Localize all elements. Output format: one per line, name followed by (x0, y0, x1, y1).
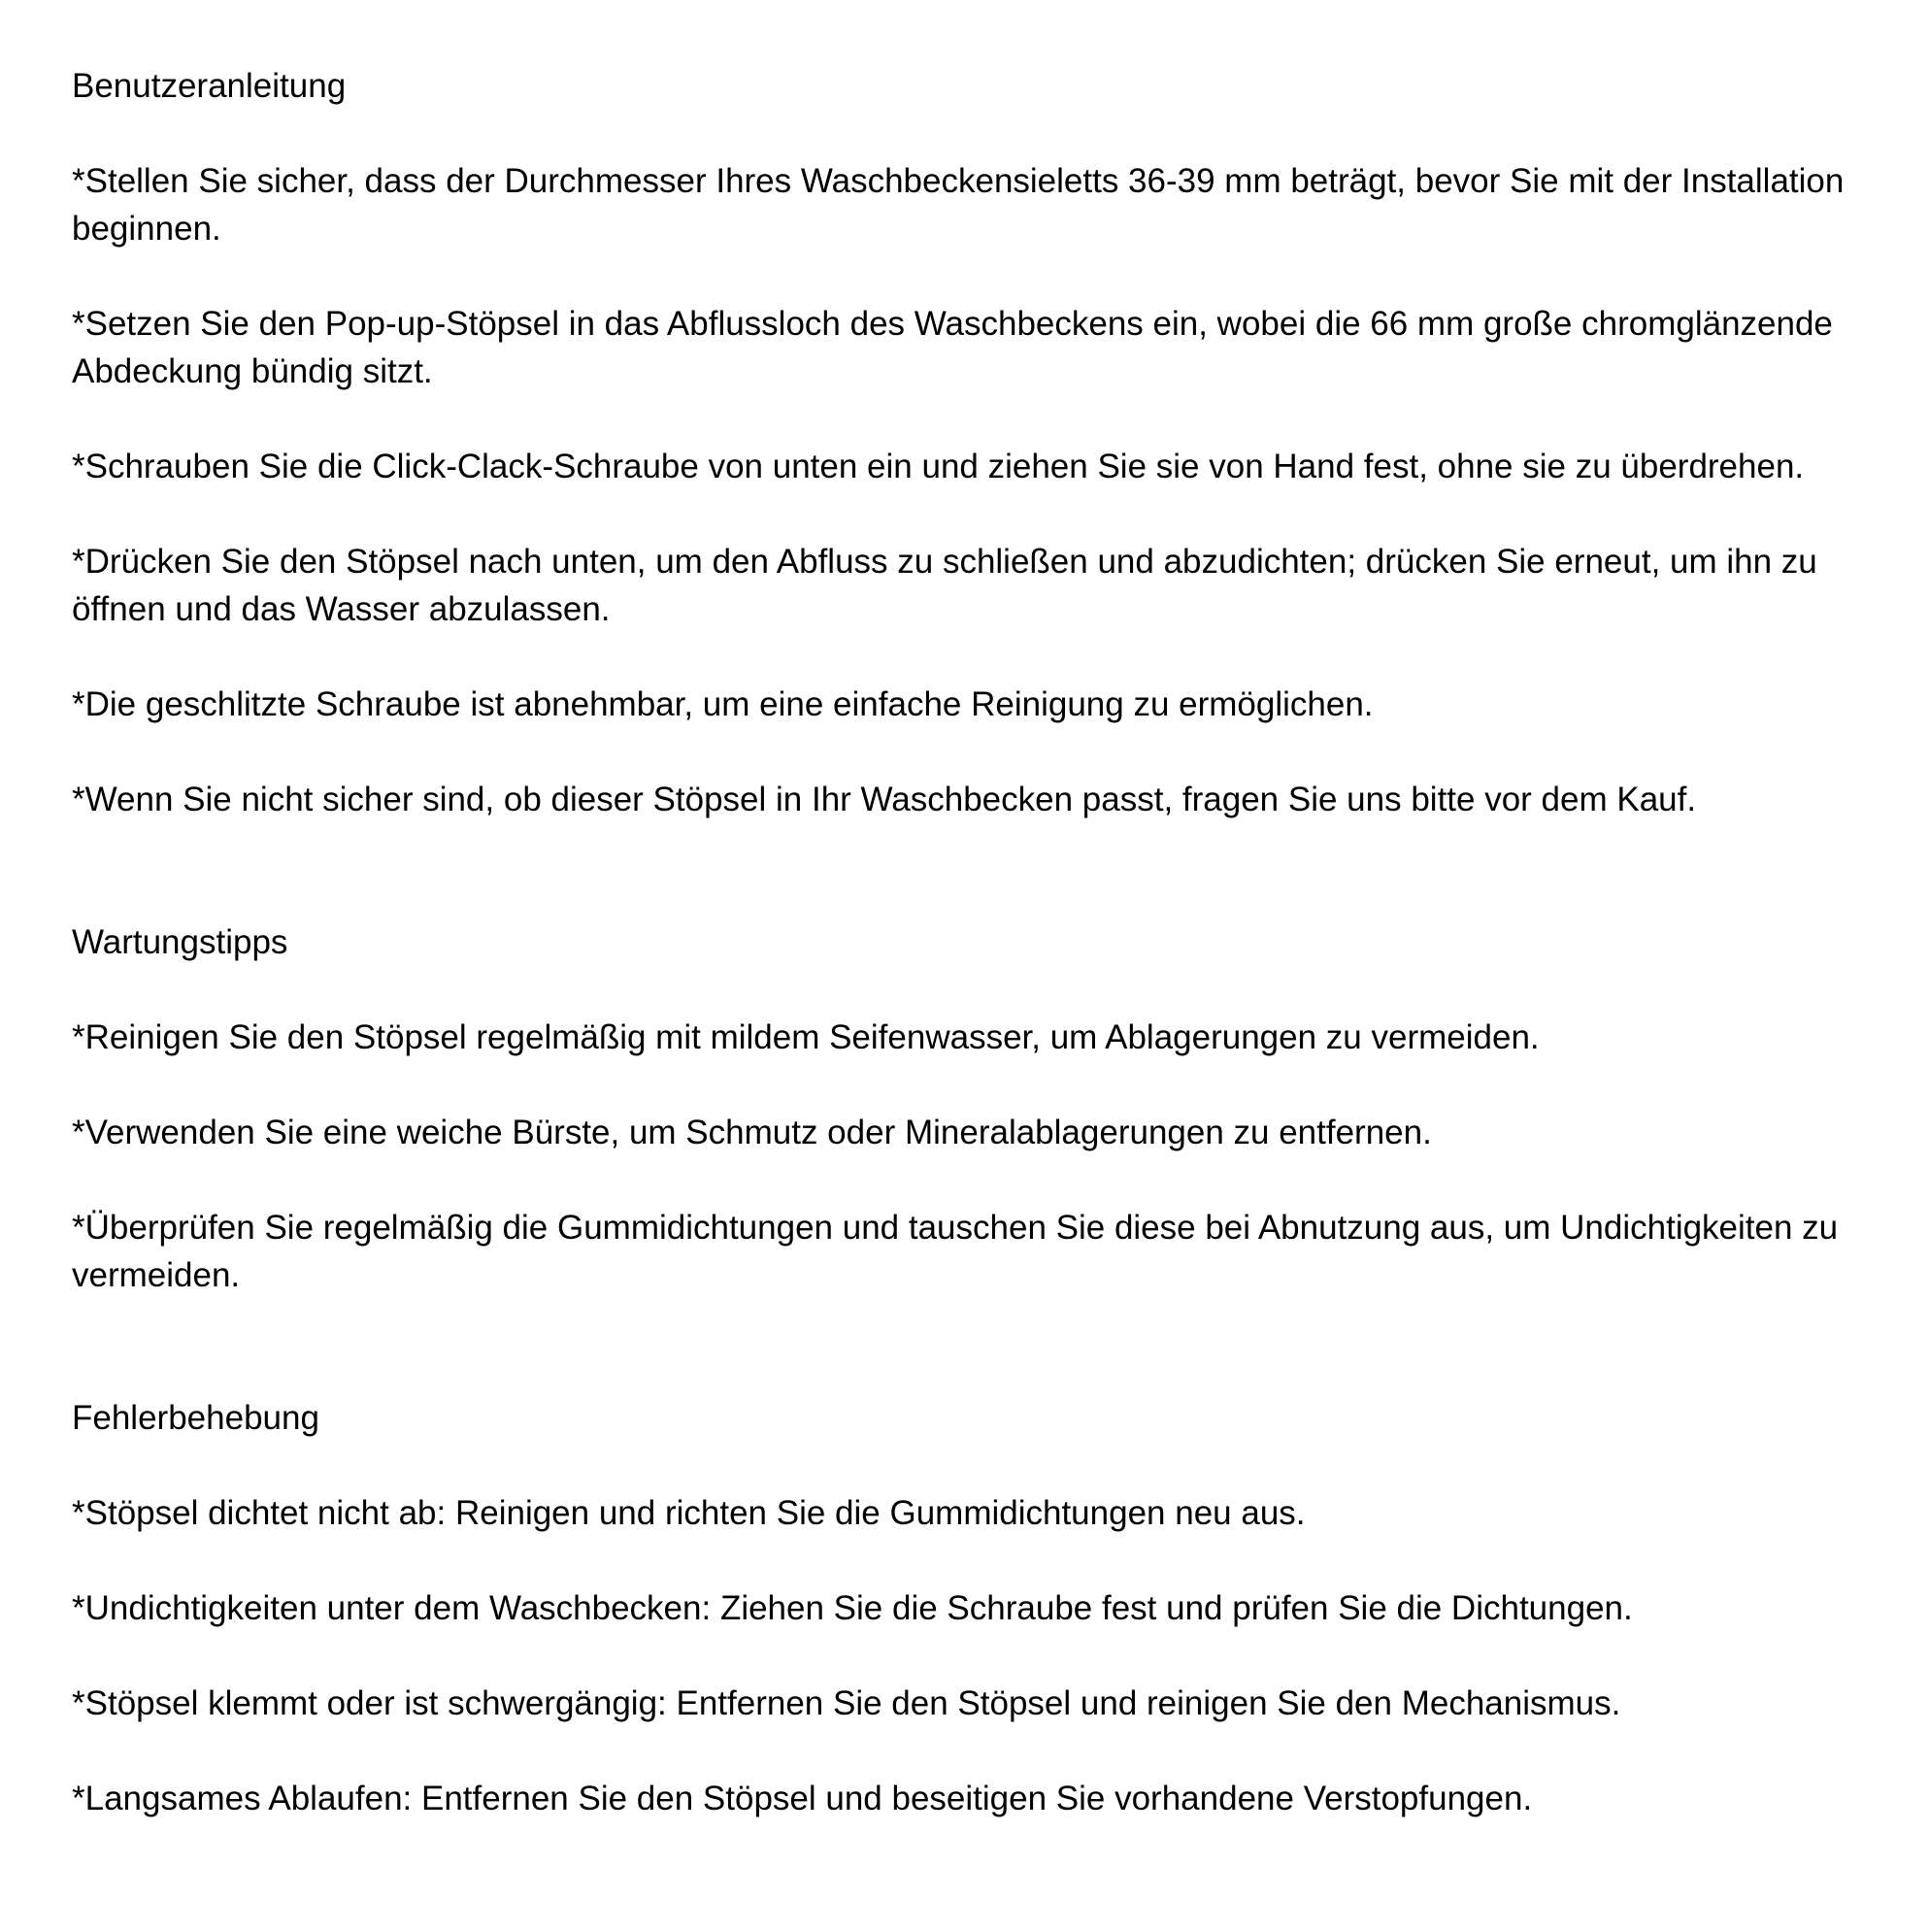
section-fehlerbehebung (72, 1394, 1912, 1822)
section-title: Fehlerbehebung (72, 1399, 319, 1437)
document-page (72, 62, 1912, 1822)
troubleshooting-paragraph: *Stöpsel dichtet nicht ab: Reinigen und richten Sie die Gummidichtungen neu aus. (72, 1494, 1306, 1532)
troubleshooting-paragraph: *Undichtigkeiten unter dem Waschbecken: Ziehen Sie die Schraube fest und prüfen Sie die Dichtungen. (72, 1589, 1633, 1627)
section-benutzeranleitung (72, 62, 1912, 823)
instruction-paragraph: *Schrauben Sie die Click-Clack-Schraube von unten ein und ziehen Sie sie von Hand fest, ohne sie zu überdrehen. (72, 448, 1805, 485)
instruction-paragraph: *Drücken Sie den Stöpsel nach unten, um den Abfluss zu schließen und abzudichten; drücken Sie erneut, um ihn zu öffnen und das Wasser abzulassen. (72, 543, 1817, 628)
maintenance-paragraph: *Reinigen Sie den Stöpsel regelmäßig mit mildem Seifenwasser, um Ablagerungen zu vermeiden. (72, 1018, 1540, 1056)
troubleshooting-paragraph: *Stöpsel klemmt oder ist schwergängig: Entfernen Sie den Stöpsel und reinigen Sie den Mechanismus. (72, 1684, 1621, 1722)
section-wartungstipps (72, 918, 1912, 1299)
instruction-paragraph: *Setzen Sie den Pop-up-Stöpsel in das Abflussloch des Waschbeckens ein, wobei die 66 mm große chromglänzende Abdeckung bündig sitzt. (72, 305, 1833, 390)
section-title: Wartungstipps (72, 923, 288, 961)
troubleshooting-paragraph: *Langsames Ablaufen: Entfernen Sie den Stöpsel und beseitigen Sie vorhandene Verstopfungen. (72, 1780, 1533, 1817)
instruction-paragraph: *Stellen Sie sicher, dass der Durchmesser Ihres Waschbeckensieletts 36-39 mm beträgt, bevor Sie mit der Installation beginnen. (72, 162, 1845, 248)
section-title: Benutzeranleitung (72, 67, 347, 105)
instruction-paragraph: *Die geschlitzte Schraube ist abnehmbar, um eine einfache Reinigung zu ermöglichen. (72, 685, 1374, 723)
instruction-paragraph: *Wenn Sie nicht sicher sind, ob dieser Stöpsel in Ihr Waschbecken passt, fragen Sie uns bitte vor dem Kauf. (72, 781, 1697, 818)
maintenance-paragraph: *Verwenden Sie eine weiche Bürste, um Schmutz oder Mineralablagerungen zu entfernen. (72, 1114, 1432, 1151)
maintenance-paragraph: *Überprüfen Sie regelmäßig die Gummidichtungen und tauschen Sie diese bei Abnutzung aus, um Undichtigkeiten zu vermeiden. (72, 1209, 1839, 1294)
